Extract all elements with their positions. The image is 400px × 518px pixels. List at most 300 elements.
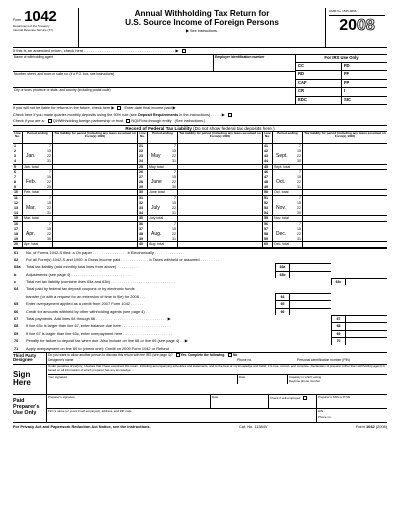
period-day: 7 (174, 221, 176, 226)
final-income-date-label: Enter date final income paid ▶ (124, 106, 176, 110)
period-day: 7 (299, 221, 301, 226)
record-line-number: 45 (263, 165, 273, 169)
month-label: Jan. (26, 153, 36, 160)
preparer-heading-3: Use Only (13, 409, 37, 416)
period-day: 31 (47, 159, 51, 164)
designee-no-label: No (233, 352, 238, 357)
period-day: 15 (172, 226, 176, 231)
record-line-number: 10 (13, 190, 23, 194)
irs-code: CR (298, 88, 305, 94)
record-line-number: 43 (263, 154, 273, 159)
irs-code: FD (341, 63, 387, 70)
summary-line-box: 69 (331, 330, 345, 337)
record-period (273, 216, 303, 220)
preparer-date-field[interactable] (211, 395, 269, 408)
record-column (138, 132, 263, 248)
dept-code: (77) (47, 27, 53, 32)
third-party-heading-1: Third Party (13, 353, 37, 358)
col-liability-header: Tax liability for period (including any taxes assumed on Form(s) 1000) (179, 130, 261, 139)
record-line-number: 52 (263, 201, 273, 206)
agent-name-field[interactable] (13, 55, 213, 71)
record-period (23, 242, 53, 246)
summary-line-number: 66 (14, 308, 19, 314)
nqi-checkbox[interactable] (126, 119, 130, 123)
period-day: 22 (297, 231, 301, 236)
catalog-number: Cat. No. 11384V (239, 424, 268, 429)
liability-amount-field[interactable] (303, 216, 387, 220)
period-day: 15 (297, 148, 301, 153)
period-day: 22 (47, 206, 51, 211)
department-label (13, 25, 78, 32)
record-line-number: 36 (138, 222, 148, 227)
irs-code: FP (341, 80, 387, 87)
summary-line (13, 337, 387, 344)
period-day: 30 (172, 185, 176, 190)
summary-line (13, 330, 387, 337)
summary-line-number: 68 (14, 323, 19, 329)
record-line-number: 50 (263, 190, 273, 194)
record-period (273, 159, 303, 163)
period-day: 15 (172, 148, 176, 153)
record-column (263, 132, 387, 248)
record-line-number: 21 (138, 144, 148, 149)
period-day: 31 (172, 211, 176, 216)
ein-field[interactable] (213, 55, 295, 71)
liability-amount-field[interactable] (53, 237, 137, 241)
street-field[interactable] (13, 72, 295, 88)
record-title: Record of Federal Tax Liability (125, 126, 192, 132)
firm-phone-label: Phone no. (318, 415, 332, 420)
record-line-number: 51 (263, 196, 273, 201)
irs-code: RD (298, 71, 305, 77)
col-line-header: Line No. (263, 132, 273, 143)
record-period (273, 237, 303, 241)
record-line-number: 7 (13, 175, 23, 180)
year-prefix: 20 (339, 17, 357, 35)
record-line-number: 27 (138, 175, 148, 180)
record-period (148, 185, 178, 189)
liability-amount-field[interactable] (178, 159, 262, 163)
record-row (263, 242, 387, 247)
summary-line-amount[interactable] (345, 337, 387, 344)
record-line-number: 57 (263, 227, 273, 232)
amended-return-row (13, 48, 387, 55)
summary-line-number: 71 (14, 345, 19, 351)
summary-line-text: Total tax liability (add monthly total lines from above) . . . . . . . . . . (26, 264, 138, 270)
irs-code: CAF (298, 79, 307, 85)
period-day: 15 (297, 174, 301, 179)
sign-date-label: Date (239, 375, 246, 380)
sign-heading-1: Sign (13, 370, 31, 379)
record-line-number: 18 (13, 232, 23, 237)
quarter-monthly-tail: in the instructions) . . . . . ▶ (178, 112, 225, 117)
col-line-header: Line No. (138, 132, 148, 143)
record-line-number: 12 (13, 201, 23, 206)
period-day: 7 (299, 143, 301, 148)
record-line-number: 3 (13, 154, 23, 159)
month-total-label: Nov. total (274, 216, 289, 221)
month-total-label: May total (149, 164, 164, 169)
liability-amount-field[interactable] (53, 159, 137, 163)
period-day: 22 (47, 231, 51, 236)
summary-line-text: Total payments. Add lines 64 through 66 . . . . . . . . . . . . . . . . . . . . . . . . . . . . . . . . . ▶ (26, 316, 171, 322)
col-line-header: Line No. (13, 132, 23, 143)
year-suffix: 08 (357, 17, 375, 35)
summary-line-amount[interactable] (345, 278, 387, 285)
summary-line (13, 293, 387, 300)
preparer-date-label: Date (212, 395, 219, 399)
summary-line-amount[interactable] (289, 293, 331, 300)
record-line-number: 40 (138, 242, 148, 246)
liability-amount-field[interactable] (303, 165, 387, 169)
period-day: 15 (47, 226, 51, 231)
summary-line-number: 61 (14, 249, 19, 255)
month-total-label: Feb. total (24, 190, 39, 195)
see-instructions: ▶ See instructions. (185, 29, 219, 34)
record-period (23, 185, 53, 189)
period-day: 15 (297, 226, 301, 231)
summary-line (13, 300, 387, 307)
liability-amount-field[interactable] (178, 237, 262, 241)
record-line-number: 54 (263, 211, 273, 215)
record-line-number: 42 (263, 149, 273, 154)
month-label: Feb. (26, 179, 37, 186)
record-line-number: 29 (138, 185, 148, 189)
firm-ein-phone-field[interactable] (317, 409, 387, 423)
period-day: 30 (47, 237, 51, 242)
record-line-number: 19 (13, 237, 23, 241)
summary-line (13, 285, 387, 292)
month-total-label: Sept. total (274, 164, 291, 169)
summary-line-box: 68 (331, 322, 345, 329)
summary-line-number: 64 (14, 286, 19, 292)
record-row (138, 242, 262, 247)
record-line-number: 33 (138, 206, 148, 211)
summary-line-box: 66 (275, 308, 289, 315)
liability-amount-field[interactable] (303, 242, 387, 246)
liability-amount-field[interactable] (303, 211, 387, 215)
period-day: 15 (47, 174, 51, 179)
record-line-number: 47 (263, 175, 273, 180)
summary-line-spacer (331, 300, 387, 307)
dept-line-1: Department of the Treasury (13, 24, 50, 28)
record-period (148, 190, 178, 194)
form-id-block (13, 8, 79, 47)
sign-date-field[interactable] (237, 374, 287, 384)
summary-line-amount[interactable] (345, 330, 387, 337)
period-day: 7 (49, 143, 51, 148)
liability-amount-field[interactable] (53, 242, 137, 246)
record-period (23, 165, 53, 169)
footer-form-year: (2008) (374, 424, 387, 429)
future-returns-checkbox[interactable] (117, 106, 121, 110)
city-field[interactable] (13, 88, 295, 105)
qi-label: QI/Withholding foreign partnership or trust (52, 119, 124, 124)
footer-form-number: 1042 (366, 424, 375, 429)
capacity-field[interactable] (287, 374, 387, 384)
firm-ein-label: EIN (318, 409, 324, 413)
paid-preparer-section (13, 394, 387, 422)
agent-type-label: Check if you are a: (13, 119, 45, 124)
summary-line-text: Total net tax liability (combine lines 63a and 63b) . . . . . . . . . . . . . . . . . . . . . . . . . . . . . . (26, 279, 175, 285)
record-line-number: 17 (13, 227, 23, 232)
month-total-label: Mar. total (24, 216, 39, 221)
irs-code: EDC (298, 96, 307, 102)
summary-line (13, 278, 387, 285)
record-period (23, 190, 53, 194)
liability-amount-field[interactable] (178, 190, 262, 194)
summary-line (13, 263, 387, 270)
firm-name-field[interactable] (47, 409, 317, 423)
period-day: 7 (174, 195, 176, 200)
preparer-heading-1: Paid (13, 398, 25, 404)
record-line-number: 30 (138, 190, 148, 194)
record-period (273, 165, 303, 169)
summary-line-spacer (331, 263, 387, 270)
preparer-ssn-label: Preparer's SSN or PTIN (318, 395, 350, 399)
period-day: 7 (299, 195, 301, 200)
summary-line (13, 315, 387, 322)
liability-amount-field[interactable] (178, 242, 262, 246)
summary-lines (13, 249, 387, 352)
record-line-number: 35 (138, 216, 148, 220)
col-liability-header: Tax liability for period (including any taxes assumed on Form(s) 1000) (304, 130, 386, 139)
irs-code: SIC (341, 97, 387, 105)
summary-line-text: Adjustments (see page 4) . . . . . . . . . . . . . . . . . . . . . . . . . . . . (26, 271, 131, 277)
summary-line-box: 70 (331, 337, 345, 344)
period-day: 15 (172, 174, 176, 179)
liability-amount-field[interactable] (178, 211, 262, 215)
period-day: 22 (172, 206, 176, 211)
self-employed-checkbox[interactable] (303, 396, 307, 400)
period-day: 29 (47, 185, 51, 190)
record-line-number: 14 (13, 211, 23, 215)
liability-amount-field[interactable] (178, 185, 262, 189)
summary-line-spacer (331, 308, 387, 315)
summary-line-number: 62 (14, 256, 19, 262)
period-day: 7 (174, 169, 176, 174)
summary-line (13, 256, 387, 263)
footer-form-label: Form (355, 424, 366, 429)
record-line-number: 37 (138, 227, 148, 232)
sign-heading-2: Here (13, 378, 31, 387)
privacy-notice: For Privacy Act and Paperwork Reduction Act Notice, see the instructions. (13, 424, 151, 429)
record-period (273, 211, 303, 215)
amended-label: If this is an amended return, check here . . . . . . . . . . . . . . . . . . . . . . . . . . . . . . . . . . . . . . . . . ▶ (13, 48, 179, 54)
form-header (13, 8, 387, 48)
record-period (23, 237, 53, 241)
street-label: Number, street, and room or suite no. (if a P.O. box, see instructions) (14, 71, 115, 76)
month-label: Aug. (151, 230, 162, 237)
nqi-label: NQI/Flow-through entity (131, 119, 172, 124)
deposit-requirements-ref: Deposit Requirements (137, 112, 179, 117)
record-line-number: 28 (138, 180, 148, 185)
liability-amount-field[interactable] (53, 216, 137, 220)
summary-line-text: For all Form(s) 1042-S and 1000: a Gross income paid . . . . . . . . . . . . . b Taxes withheld or assumed . . . . . . . . . (26, 256, 220, 262)
quarter-monthly-checkbox[interactable] (228, 113, 232, 117)
liability-amount-field[interactable] (53, 190, 137, 194)
month-label: Apr. (26, 230, 35, 237)
period-day: 22 (297, 206, 301, 211)
irs-use-only-box (295, 55, 387, 104)
withholding-agent-block (13, 55, 387, 105)
record-period (148, 159, 178, 163)
month-total-label: Oct. total (274, 190, 289, 195)
period-day: 30 (297, 211, 301, 216)
month-total-label: Jan. total (24, 164, 39, 169)
irs-code: CC (298, 63, 305, 68)
summary-line-number: 70 (14, 338, 19, 344)
record-line-number: 1 (13, 144, 23, 149)
summary-line-amount[interactable] (289, 300, 331, 307)
agent-type-row (13, 118, 387, 125)
liability-amount-field[interactable] (53, 185, 137, 189)
third-party-designee-section (13, 352, 387, 364)
record-line-number: 56 (263, 222, 273, 227)
sign-here-section (13, 364, 387, 394)
period-day: 15 (47, 200, 51, 205)
record-period (148, 216, 178, 220)
self-employed-field (269, 395, 317, 408)
record-line-number: 53 (263, 206, 273, 211)
period-day: 15 (47, 148, 51, 153)
period-day: 31 (47, 211, 51, 216)
record-line-number: 48 (263, 180, 273, 185)
form-title-line-1: Annual Withholding Tax Return for (134, 9, 270, 18)
month-label: Nov. (276, 205, 286, 212)
liability-amount-field[interactable] (303, 190, 387, 194)
summary-line (13, 271, 387, 278)
period-day: 15 (297, 200, 301, 205)
sign-here-heading (13, 365, 47, 394)
qi-checkbox[interactable] (48, 119, 52, 123)
liability-amount-field[interactable] (303, 159, 387, 163)
summary-line-amount[interactable] (289, 263, 331, 270)
record-line-number: 25 (138, 165, 148, 169)
summary-line-box: 67 (331, 315, 345, 322)
designee-pin-field[interactable] (297, 359, 387, 363)
third-party-heading-2: Designee (13, 357, 33, 363)
designee-name-field[interactable] (48, 359, 237, 363)
record-line-number: 13 (13, 206, 23, 211)
period-day: 22 (172, 231, 176, 236)
summary-line-text: transfer (or with a request for an extension of time to file) for 2008 . . . (26, 293, 146, 299)
form-footer-id (356, 425, 387, 432)
preparer-signature-field[interactable] (47, 395, 211, 408)
record-line-number: 5 (13, 165, 23, 169)
form-number: 1042 (24, 8, 57, 25)
future-returns-label: If you will not be liable for returns in the future, check here ▶ (13, 106, 115, 110)
record-period (23, 216, 53, 220)
ein-label: Employer identification number (215, 55, 265, 59)
col-liability-header: Tax liability for period (including any taxes assumed on Form(s) 1000) (54, 130, 136, 139)
record-line-number: 20 (13, 242, 23, 246)
record-period (148, 242, 178, 246)
record-column (13, 132, 138, 248)
record-line-number: 44 (263, 159, 273, 163)
summary-line-box: 63c (331, 278, 345, 285)
self-employed-label: Check if self-employed (270, 395, 301, 400)
month-label: July (151, 205, 160, 212)
record-line-number: 23 (138, 154, 148, 159)
summary-line-amount[interactable] (289, 308, 331, 315)
period-day: 22 (47, 180, 51, 185)
record-period (148, 165, 178, 169)
summary-line-text: Credit for amounts withheld by other withholding agents (see page 4) . . (26, 308, 150, 314)
period-day: 22 (47, 154, 51, 159)
summary-line-number: b (14, 271, 17, 277)
record-line-number: 24 (138, 159, 148, 163)
summary-line-amount[interactable] (289, 271, 331, 278)
agent-type-note: (See instructions.) (174, 119, 206, 124)
designee-yes-label: Yes. Complete the following. (180, 352, 226, 357)
period-day: 31 (172, 159, 176, 164)
tax-liability-record-table (13, 132, 387, 249)
signature-field[interactable] (48, 374, 237, 384)
summary-line-number: 67 (14, 316, 19, 322)
summary-line-number: 65 (14, 301, 19, 307)
record-line-number: 55 (263, 216, 273, 220)
month-label: Sept. (276, 153, 288, 160)
preparer-heading (13, 395, 47, 422)
liability-amount-field[interactable] (303, 185, 387, 189)
preparer-signature-label: Preparer's signature (48, 395, 75, 399)
designee-phone-field[interactable] (237, 359, 297, 363)
form-label: Form (13, 18, 22, 22)
record-column-header (13, 132, 137, 144)
summary-line-text: No. of Forms 1042-S filed: a On paper . . . . . . . . . . . . . . . . b Electronically . . . . . . . . . . . . . . (26, 249, 185, 255)
record-line-number: 32 (138, 201, 148, 206)
liability-amount-field[interactable] (53, 165, 137, 169)
liability-amount-field[interactable] (303, 237, 387, 241)
designee-no-checkbox[interactable] (228, 353, 232, 357)
month-label: Mar. (26, 205, 36, 212)
period-day: 7 (49, 221, 51, 226)
period-day: 7 (174, 143, 176, 148)
liability-amount-field[interactable] (53, 211, 137, 215)
summary-line (13, 345, 387, 352)
preparer-heading-2: Preparer's (13, 403, 40, 410)
period-day: 15 (172, 200, 176, 205)
future-returns-row (13, 105, 387, 112)
record-line-number: 8 (13, 180, 23, 185)
summary-line-text: If line 63c is larger than line 67, enter balance due here . . . . . . . . . . . . . . . . . . . . . . . (26, 323, 171, 329)
designee-yes-checkbox[interactable] (176, 353, 180, 357)
summary-line-spacer (331, 271, 387, 278)
form-footer (13, 422, 387, 432)
designee-question: Do you want to allow another person to discuss this return with the IRS (see page 4)? (48, 352, 173, 357)
liability-amount-field[interactable] (178, 165, 262, 169)
summary-line-amount[interactable] (345, 315, 387, 322)
record-line-number: 9 (13, 185, 23, 189)
record-line-number: 38 (138, 232, 148, 237)
col-period-header: Period ending (273, 132, 303, 143)
capacity-label: Capacity in which acting (289, 375, 322, 380)
irs-use-heading: For IRS Use Only (296, 55, 387, 63)
designee-pin-label: Personal identification number (PIN) (297, 357, 350, 362)
summary-line-amount[interactable] (345, 322, 387, 329)
summary-line-text: Apply overpayment on line 69 to (check one): Credit on 2009 Form 1042 or Refund (26, 345, 169, 351)
agent-name-label: Name of withholding agent (14, 55, 54, 59)
record-line-number: 60 (263, 242, 273, 246)
amended-checkbox[interactable] (182, 49, 186, 53)
month-total-label: Dec. total (274, 242, 290, 247)
preparer-ssn-field[interactable] (317, 395, 387, 408)
liability-amount-field[interactable] (178, 216, 262, 220)
summary-line (13, 249, 387, 256)
month-total-label: Aug. total (149, 242, 165, 247)
record-period (148, 237, 178, 241)
